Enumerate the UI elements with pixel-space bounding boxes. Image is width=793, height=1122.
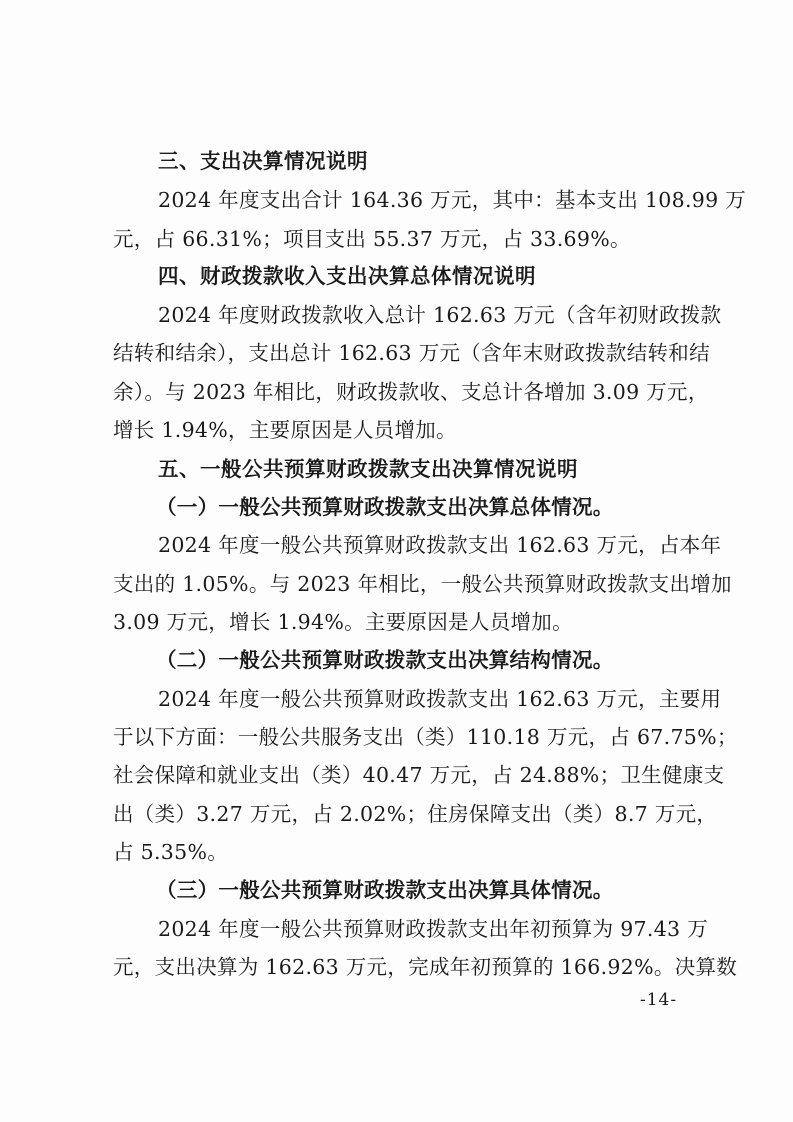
paragraph-line: 出（类）3.27 万元，占 2.02%；住房保障支出（类）8.7 万元， <box>113 802 718 826</box>
paragraph-line: 3.09 万元，增长 1.94%。主要原因是人员增加。 <box>113 610 573 634</box>
paragraph-line: 2024 年度一般公共预算财政拨款支出 162.63 万元，主要用 <box>158 687 722 711</box>
paragraph-line: 结转和结余），支出总计 162.63 万元（含年末财政拨款结转和结 <box>113 341 710 365</box>
section-heading-5: 五、一般公共预算财政拨款支出决算情况说明 <box>158 457 578 481</box>
section-heading-4: 四、财政拨款收入支出决算总体情况说明 <box>158 264 536 288</box>
paragraph-line: 2024 年度一般公共预算财政拨款支出 162.63 万元，占本年 <box>158 533 722 557</box>
paragraph-line: 于以下方面：一般公共服务支出（类）110.18 万元，占 67.75%； <box>113 725 738 749</box>
paragraph-line: 元，支出决算为 162.63 万元，完成年初预算的 166.92%。决算数 <box>113 955 738 979</box>
paragraph-line: 占 5.35%。 <box>113 840 229 864</box>
page-number: -14- <box>640 990 678 1010</box>
subsection-heading-2: （二）一般公共预算财政拨款支出决算结构情况。 <box>156 648 614 672</box>
paragraph-line: 2024 年度财政拨款收入总计 162.63 万元（含年初财政拨款 <box>158 303 722 327</box>
paragraph-line: 增长 1.94%，主要原因是人员增加。 <box>113 418 457 442</box>
paragraph-line: 元，占 66.31%；项目支出 55.37 万元，占 33.69%。 <box>113 227 631 251</box>
paragraph-line: 社会保障和就业支出（类）40.47 万元，占 24.88%；卫生健康支 <box>113 763 725 787</box>
subsection-heading-1: （一）一般公共预算财政拨款支出决算总体情况。 <box>156 495 614 519</box>
section-heading-3: 三、支出决算情况说明 <box>158 149 368 173</box>
paragraph-line: 支出的 1.05%。与 2023 年相比，一般公共预算财政拨款支出增加 <box>113 572 732 596</box>
paragraph-line: 2024 年度一般公共预算财政拨款支出年初预算为 97.43 万 <box>158 917 709 941</box>
paragraph-line: 2024 年度支出合计 164.36 万元，其中：基本支出 108.99 万 <box>158 188 747 212</box>
subsection-heading-3: （三）一般公共预算财政拨款支出决算具体情况。 <box>156 878 614 902</box>
paragraph-line: 余）。与 2023 年相比，财政拨款收、支总计各增加 3.09 万元， <box>113 380 709 404</box>
